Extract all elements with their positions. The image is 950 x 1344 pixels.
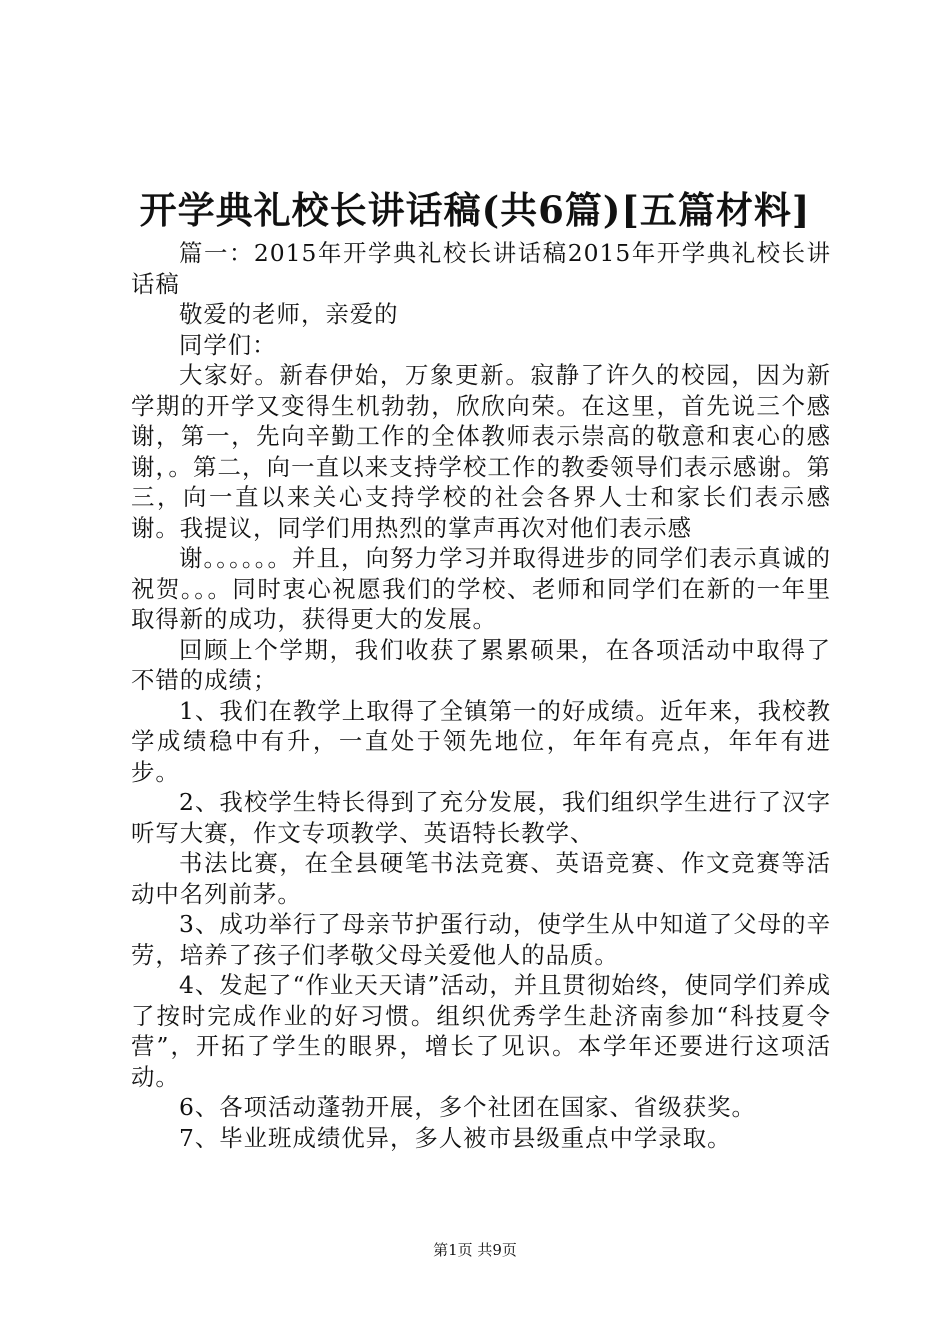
page-footer: 第1页 共9页: [433, 1241, 517, 1259]
paragraph: 7、毕业班成绩优异，多人被市县级重点中学录取。: [179, 1123, 732, 1152]
document-title: 开学典礼校长讲话稿(共6篇)[五篇材料]: [139, 188, 811, 232]
paragraph: 大家好。新春伊始，万象更新。寂静了许久的校园，因为新学期的开学又变得生机勃勃，欣欣向荣。在这里，首先说三个感谢，第一，先向辛勤工作的全体教师表示崇高的敬意和衷心的感谢，。第二，向一直以来支持学校工作的教委领导们表示感谢。第三，向一直以来关心支持学校的社会各界人士和家长们表示感谢。我提议，同学们用热烈的掌声再次对他们表示感: [131, 361, 831, 542]
document-body: [131, 238, 831, 1153]
paragraph: 1、我们在教学上取得了全镇第一的好成绩。近年来，我校教学成绩稳中有升，一直处于领先地位，年年有亮点，年年有进步。: [131, 696, 831, 786]
paragraph: 同学们：: [179, 330, 277, 359]
paragraph: 篇一：2015年开学典礼校长讲话稿2015年开学典礼校长讲话稿: [131, 239, 831, 298]
paragraph: 4、发起了“作业天天请”活动，并且贯彻始终，使同学们养成了按时完成作业的好习惯。组织优秀学生赴济南参加“科技夏令营”，开拓了学生的眼界，增长了见识。本学年还要进行这项活动。: [131, 971, 831, 1091]
paragraph: 2、我校学生特长得到了充分发展，我们组织学生进行了汉字听写大赛，作文专项教学、英语特长教学、: [131, 788, 831, 847]
paragraph: 回顾上个学期，我们收获了累累硕果，在各项活动中取得了不错的成绩；: [131, 635, 831, 694]
paragraph: 书法比赛，在全县硬笔书法竞赛、英语竞赛、作文竞赛等活动中名列前茅。: [131, 849, 831, 908]
paragraph: 3、成功举行了母亲节护蛋行动，使学生从中知道了父母的辛劳，培养了孩子们孝敬父母关爱他人的品质。: [131, 910, 831, 969]
paragraph: 6、各项活动蓬勃开展，多个社团在国家、省级获奖。: [179, 1093, 756, 1121]
paragraph: 谢。。。。。。并且，向努力学习并取得进步的同学们表示真诚的祝贺。。。同时衷心祝愿我们的学校、老师和同学们在新的一年里取得新的成功，获得更大的发展。: [131, 544, 831, 633]
paragraph: 敬爱的老师，亲爱的: [179, 300, 399, 328]
